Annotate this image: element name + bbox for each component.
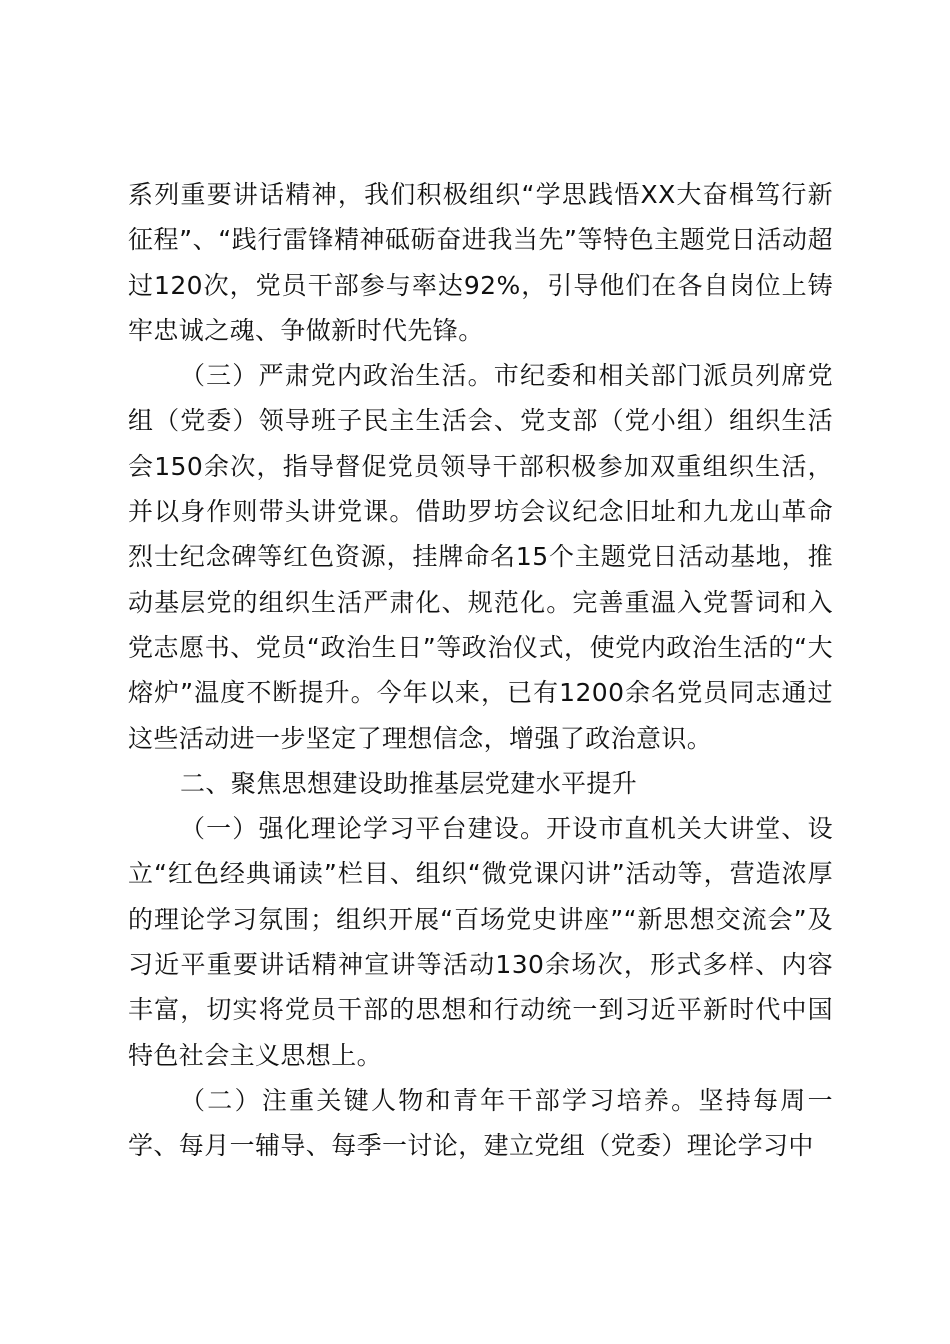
paragraph-subsection-2: （二）注重关键人物和青年干部学习培养。坚持每周一学、每月一辅导、每季一讨论，建立党组（党委）理论学习中 bbox=[128, 1085, 833, 1161]
section-heading-2: 二、聚焦思想建设助推基层党建水平提升 bbox=[180, 768, 638, 798]
paragraph-subsection-1: （一）强化理论学习平台建设。开设市直机关大讲堂、设立“红色经典诵读”栏目、组织“微党课闪讲”活动等，营造浓厚的理论学习氛围；组织开展“百场党史讲座”“新思想交流会”及习近平重要讲话精神宣讲等活动130余场次，形式多样、内容丰富，切实将党员干部的思想和行动统一到习近平新时代中国特色社会主义思想上。 bbox=[128, 814, 833, 1070]
document-body bbox=[128, 172, 833, 1169]
paragraph-section-3: （三）严肃党内政治生活。市纪委和相关部门派员列席党组（党委）领导班子民主生活会、党支部（党小组）组织生活会150余次，指导督促党员领导干部积极参加双重组织生活，并以身作则带头讲党课。借助罗坊会议纪念旧址和九龙山革命烈士纪念碑等红色资源，挂牌命名15个主题党日活动基地，推动基层党的组织生活严肃化、规范化。完善重温入党誓词和入党志愿书、党员“政治生日”等政治仪式，使党内政治生活的“大熔炉”温度不断提升。今年以来，已有1200余名党员同志通过这些活动进一步坚定了理想信念，增强了政治意识。 bbox=[128, 361, 833, 753]
paragraph-continuation: 系列重要讲话精神，我们积极组织“学思践悟XX大奋楫笃行新征程”、“践行雷锋精神砥砺奋进我当先”等特色主题党日活动超过120次，党员干部参与率达92%，引导他们在各自岗位上铸牢忠诚之魂、争做新时代先锋。 bbox=[128, 180, 833, 345]
